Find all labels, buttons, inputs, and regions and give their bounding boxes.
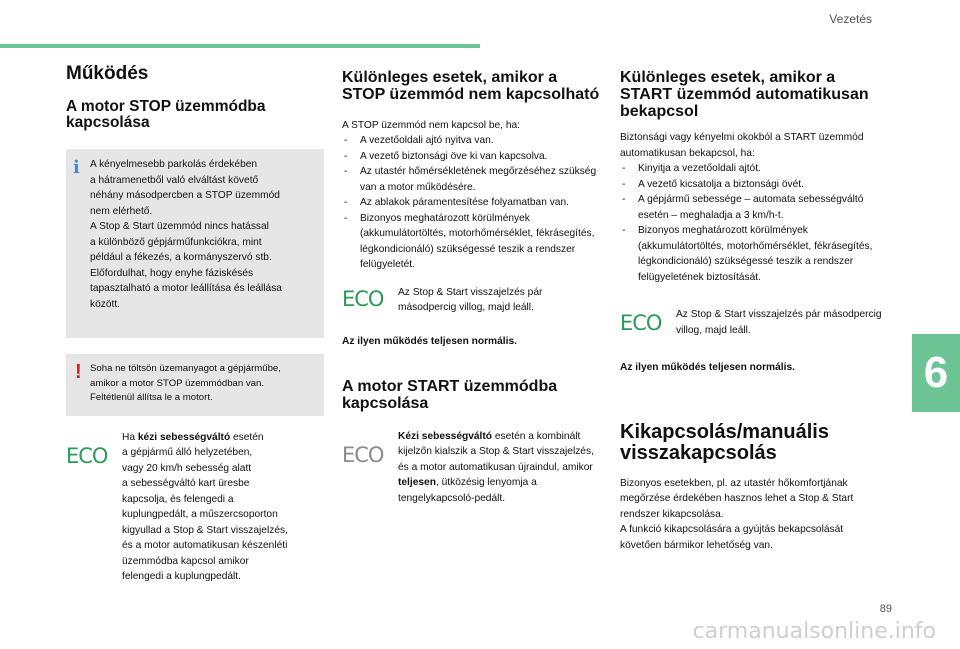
list-item: - A vezető kicsatolja a biztonsági övét. — [620, 177, 882, 193]
eco-blink-block — [342, 285, 600, 316]
manual-line: kuplungpedált, a műszercsoporton — [122, 509, 278, 521]
start-auto-list — [620, 161, 882, 285]
column-3 — [620, 70, 882, 553]
column-1 — [66, 64, 324, 585]
stop-exceptions-heading: Különleges esetek, amikor a STOP üzemmód nem kapcsolható — [342, 69, 600, 103]
warning-line: Feltétlenül állítsa le a motort. — [90, 392, 213, 404]
chapter-tab: 6 — [912, 334, 960, 412]
warning-box — [66, 354, 324, 415]
info-text — [90, 157, 316, 312]
list-item: - Bizonyos meghatározott körülmények (akkumulátortöltés, motorhőmérséklet, fékrásegítés, légkondicionáló) szükségessé teszik a rendszer felügyeletét. — [342, 211, 600, 273]
page-number: 89 — [879, 603, 892, 615]
watermark: carmanualsonline.info — [692, 619, 936, 644]
eco-icon: ECO — [66, 443, 108, 468]
warning-icon: ! — [75, 361, 82, 384]
list-item: - Az ablakok páramentesítése folyamatban van. — [342, 195, 600, 211]
info-line: között. — [90, 298, 121, 310]
eco-icon: ECO — [620, 311, 662, 336]
info-line: tapasztalható a motor leállítása és leállása — [90, 283, 282, 295]
warning-line: Soha ne töltsön üzemanyagot a gépjárműbe, — [90, 363, 281, 375]
info-icon: i — [73, 157, 80, 179]
list-item: - Bizonyos meghatározott körülmények (akkumulátortöltés, motorhőmérséklet, fékrásegítés, légkondicionáló) szükségessé teszik a rendszer felügyeletének biztosítását. — [620, 223, 882, 285]
manual-line: kigyullad a Stop & Start visszajelzés, — [122, 524, 288, 536]
info-line: A kényelmesebb parkolás érdekében — [90, 159, 258, 171]
column-2 — [342, 70, 600, 506]
manual-line: a gépjármű álló helyzetében, — [122, 447, 253, 459]
manual-text: Ha kézi sebességváltó esetén a gépjármű álló helyzetében, vagy 20 km/h sebesség alatt a sebességváltó kart üresbe kapcsolja, és felengedi a kuplungpedált, a műszercsoporton kigyullad a Stop & Start visszajelzés, és a motor automatikusan készenléti üzemmódba kapcsol amikor felengedi a kuplungpedált. — [122, 431, 288, 583]
normal-note: Az ilyen működés teljesen normális. — [620, 362, 795, 374]
start-heading: A motor START üzemmódba kapcsolása — [342, 378, 558, 412]
info-line: például a fékezés, a kormányszervó stb. — [90, 252, 272, 264]
manual-line: felengedi a kuplungpedált. — [122, 571, 241, 583]
eco-blink-text: Az Stop & Start visszajelzés pár másodpercig villog, majd leáll. — [676, 309, 882, 336]
disable-heading: Kikapcsolás/manuális visszakapcsolás — [620, 420, 829, 464]
eco-off-icon: ECO — [342, 442, 384, 467]
warning-text — [90, 362, 316, 405]
eco-start-block — [342, 429, 600, 507]
info-line: Előfordulhat, hogy enyhe fáziskésés — [90, 267, 254, 279]
stop-heading: A motor STOP üzemmódba kapcsolása — [66, 97, 266, 132]
stop-exceptions-intro: A STOP üzemmód nem kapcsol be, ha: — [342, 119, 520, 131]
manual-line: a sebességváltó kart üresbe — [122, 478, 250, 490]
list-item: - A vezetőoldali ajtó nyitva van. — [342, 133, 600, 149]
manual-line: üzemmódba kapcsol amikor — [122, 555, 249, 567]
top-accent-bar — [0, 44, 480, 48]
warning-line: amikor a motor STOP üzemmódban van. — [90, 377, 265, 389]
disable-text: Bizonyos esetekben, pl. az utastér hőkomfortjának megőrzése érdekében hasznos lehet a Stop & Start rendszer kikapcsolása. — [620, 477, 854, 520]
eco-blink-text: Az Stop & Start visszajelzés pár másodpercig villog, majd leáll. — [398, 286, 543, 314]
info-line: a hátramenetből való elváltást követő — [90, 174, 259, 186]
page-title: Működés — [66, 63, 149, 84]
info-box — [66, 149, 324, 338]
list-item: - A vezető biztonsági öve ki van kapcsolva. — [342, 149, 600, 165]
disable-text-2: A funkció kikapcsolására a gyújtás bekapcsolását követően bármikor lehetőség van. — [620, 524, 844, 551]
start-text: Kézi sebességváltó esetén a kombinált kijelzőn kialszik a Stop & Start visszajelzés, és a motor automatikusan újraindul, amikor teljesen, ütközésig lenyomja a tengelykapcsoló-pedált. — [398, 430, 594, 504]
list-item: - Az utastér hőmérsékletének megőrzéséhez szükség van a motor működésére. — [342, 164, 600, 195]
stop-exceptions-list — [342, 133, 600, 273]
manual-line: kapcsolja, és felengedi a — [122, 493, 234, 505]
info-line: néhány másodpercben a STOP üzemmód — [90, 190, 280, 202]
section-label: Vezetés — [829, 12, 872, 26]
normal-note: Az ilyen működés teljesen normális. — [342, 335, 517, 347]
info-line: a különböző gépjárműfunkciókra, mint — [90, 236, 262, 248]
eco-manual-block — [66, 430, 324, 585]
start-auto-heading: Különleges esetek, amikor a START üzemmód automatikusan bekapcsol — [620, 69, 869, 120]
manual-line: vagy 20 km/h sebesség alatt — [122, 462, 252, 474]
info-line: A Stop & Start üzemmód nincs hatással — [90, 221, 269, 233]
eco-blink-block — [620, 307, 882, 338]
manual-line: és a motor automatikusan készenléti — [122, 540, 288, 552]
list-item: - Kinyitja a vezetőoldali ajtót. — [620, 161, 882, 177]
list-item: - A gépjármű sebessége – automata sebességváltó esetén – meghaladja a 3 km/h-t. — [620, 192, 882, 223]
start-auto-intro: Biztonsági vagy kényelmi okokból a START üzemmód automatikusan bekapcsol, ha: — [620, 132, 864, 159]
eco-icon: ECO — [342, 286, 384, 311]
info-line: nem elérhető. — [90, 205, 153, 217]
